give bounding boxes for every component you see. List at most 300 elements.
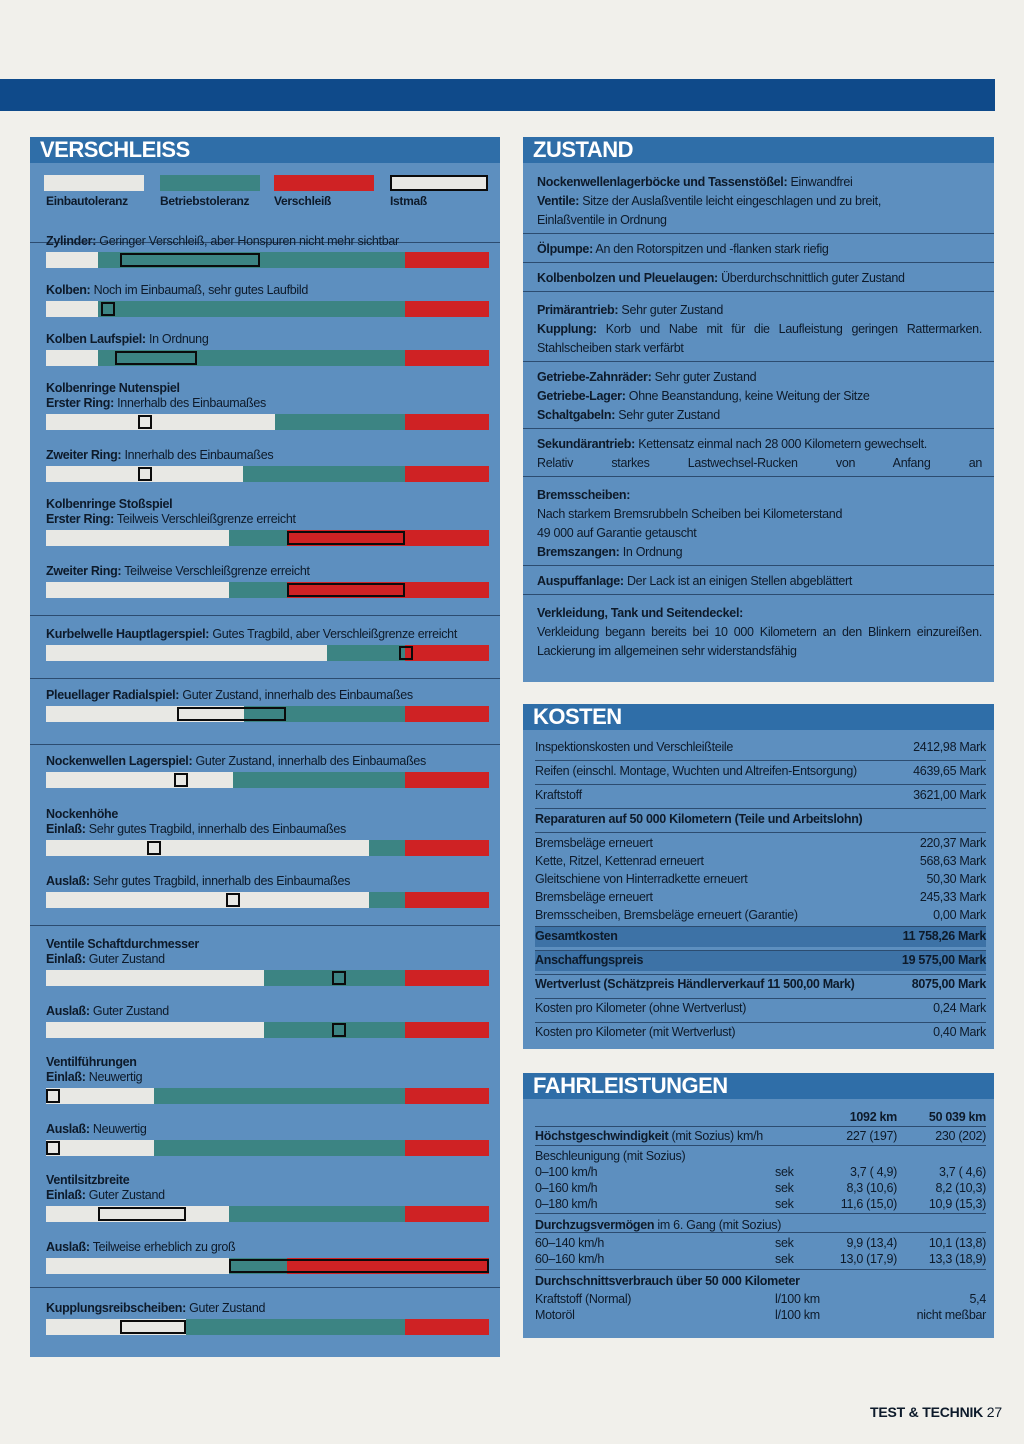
verschleiss-item-line: [46, 1070, 142, 1085]
wear-bar-einbau: [46, 645, 327, 661]
kosten-label: Kette, Ritzel, Kettenrad erneuert: [535, 854, 704, 868]
wear-bar-verschleiss: [405, 466, 489, 482]
fahr-label: [535, 1217, 781, 1233]
kosten-label: Wertverlust (Schätzpreis Händlerverkauf 11 500,00 Mark): [535, 977, 855, 991]
verschleiss-item-line: [46, 627, 457, 642]
wear-bar-istmass: [138, 415, 152, 429]
zustand-row-line: [537, 301, 982, 320]
zustand-row-text: Der Lack ist an einigen Stellen abgeblättert: [623, 574, 853, 588]
verschleiss-item-bold: Auslaß:: [46, 1122, 90, 1136]
fahr-label: [535, 1180, 597, 1196]
kosten-separator: [535, 832, 986, 833]
verschleiss-item-text: Neuwertig: [85, 1070, 143, 1084]
wear-bar-istmass: [46, 1141, 60, 1155]
zustand-separator: [523, 291, 994, 292]
fahr-label: [535, 1273, 800, 1289]
zustand-separator: [523, 361, 994, 362]
verschleiss-item-text: Neuwertig: [89, 1122, 147, 1136]
fahr-label: [535, 1307, 575, 1323]
fahr-label-text: 60–160 km/h: [535, 1252, 604, 1266]
verschleiss-item-line: [46, 448, 273, 463]
zustand-panel: [523, 137, 994, 682]
wear-bar-betrieb: [229, 530, 287, 546]
page-footer: [870, 1404, 1002, 1420]
wear-bar-einbau: [46, 350, 98, 366]
kosten-label: Kraftstoff: [535, 788, 582, 802]
wear-bar: [46, 582, 489, 598]
wear-bar: [46, 1022, 489, 1038]
verschleiss-item-text: Gutes Tragbild, aber Verschleißgrenze erreicht: [209, 627, 458, 641]
verschleiss-item-text: Innerhalb des Einbaumaßes: [113, 396, 266, 410]
zustand-row-bold: Verkleidung, Tank und Seitendeckel:: [537, 606, 743, 620]
verschleiss-item-text: [46, 688, 413, 703]
zustand-row-line: [537, 368, 982, 387]
verschleiss-item-text: [46, 807, 346, 837]
zustand-row-line: [537, 604, 982, 623]
verschleiss-item-bold: Einlaß:: [46, 1070, 86, 1084]
verschleiss-separator: [30, 678, 500, 679]
fahrleistungen-panel: [523, 1073, 994, 1338]
wear-bar-istmass: [138, 467, 152, 481]
verschleiss-item-bold: Ventilsitzbreite: [46, 1173, 130, 1187]
zustand-row-line: [537, 173, 982, 192]
zustand-row-text: 49 000 auf Garantie getauscht: [537, 526, 697, 540]
wear-bar-verschleiss: [405, 1022, 489, 1038]
verschleiss-item-bold: Einlaß:: [46, 952, 86, 966]
fahr-label: [535, 1235, 604, 1251]
verschleiss-item-line: [46, 234, 399, 249]
fahr-label-text: Motoröl: [535, 1308, 575, 1322]
verschleiss-item-bold: Zweiter Ring:: [46, 564, 122, 578]
wear-bar-betrieb: [327, 645, 405, 661]
wear-bar: [46, 301, 489, 317]
verschleiss-item-line: [46, 874, 350, 889]
verschleiss-item-bold: Kolbenringe Stoßspiel: [46, 497, 173, 511]
wear-bar-istmass: [120, 1320, 186, 1334]
wear-bar-betrieb: [154, 1088, 405, 1104]
verschleiss-item-bold: Zylinder:: [46, 234, 97, 248]
zustand-row: [523, 572, 994, 591]
kosten-separator: [535, 926, 986, 927]
wear-bar: [46, 892, 489, 908]
zustand-title: ZUSTAND: [523, 137, 994, 163]
fahr-label-bold: Durchzugsvermögen: [535, 1218, 655, 1232]
zustand-row-text: Überdurchschnittlich guter Zustand: [717, 271, 905, 285]
zustand-row-bold: Sekundärantrieb:: [537, 437, 636, 451]
kosten-value: 568,63 Mark: [919, 854, 986, 868]
verschleiss-item-line: [46, 1188, 165, 1203]
fahr-value-50039: nicht meßbar: [916, 1308, 986, 1322]
fahr-value-50039: 13,3 (18,9): [928, 1252, 986, 1266]
fahr-unit: sek: [775, 1165, 794, 1179]
fahr-separator: [535, 1126, 986, 1127]
verschleiss-item-line: [46, 1004, 169, 1019]
verschleiss-item-bold: Nockenwellen Lagerspiel:: [46, 754, 193, 768]
legend-einbau-swatch: [44, 175, 144, 191]
wear-bar-betrieb: [98, 301, 405, 317]
wear-bar-verschleiss: [405, 350, 489, 366]
verschleiss-item-text: [46, 234, 399, 249]
legend-einbau-label: Einbautoleranz: [46, 194, 128, 208]
wear-bar-verschleiss: [405, 840, 489, 856]
fahr-label-text: Kraftstoff (Normal): [535, 1292, 632, 1306]
verschleiss-item-line: [46, 512, 296, 527]
wear-bar-einbau: [46, 414, 275, 430]
kosten-value: 245,33 Mark: [919, 890, 986, 904]
kosten-value: 4639,65 Mark: [913, 764, 986, 778]
fahr-row: [535, 1291, 986, 1307]
fahr-label: [535, 1196, 597, 1212]
kosten-panel: [523, 704, 994, 1049]
fahr-label: [535, 1291, 631, 1307]
verschleiss-item-bold: Auslaß:: [46, 1240, 90, 1254]
wear-bar: [46, 414, 489, 430]
wear-bar-einbau: [46, 582, 229, 598]
zustand-row: [523, 435, 994, 473]
verschleiss-item-text: [46, 627, 457, 642]
kosten-row: [535, 929, 986, 943]
kosten-value: 0,00 Mark: [933, 908, 986, 922]
fahr-label-text: 0–180 km/h: [535, 1197, 598, 1211]
wear-bar-einbau: [46, 1258, 229, 1274]
wear-bar-verschleiss: [405, 1319, 489, 1335]
kosten-label: Bremsbeläge erneuert: [535, 890, 653, 904]
fahr-col2-header: 50 039 km: [928, 1110, 986, 1124]
verschleiss-item-bold: Erster Ring:: [46, 512, 114, 526]
fahr-row: [535, 1235, 986, 1251]
verschleiss-item-text: [46, 874, 350, 889]
fahr-value-1092: 227 (197): [846, 1129, 897, 1143]
zustand-row-line: [537, 572, 982, 591]
verschleiss-item-text: Innerhalb des Einbaumaßes: [121, 448, 274, 462]
verschleiss-item-text: [46, 1055, 142, 1085]
verschleiss-item-line: [46, 1055, 142, 1070]
wear-bar-einbau: [46, 252, 98, 268]
wear-bar: [46, 1206, 489, 1222]
wear-bar-verschleiss: [405, 970, 489, 986]
verschleiss-item-text: In Ordnung: [145, 332, 209, 346]
zustand-row-line: [537, 269, 982, 288]
zustand-row-line: [537, 543, 982, 562]
fahr-row: [535, 1217, 986, 1233]
wear-bar-istmass: [177, 707, 286, 721]
kosten-row: [535, 977, 986, 991]
kosten-row: [535, 1025, 986, 1039]
zustand-row-line: [537, 387, 982, 406]
verschleiss-item-text: Guter Zustand, innerhalb des Einbaumaßes: [192, 754, 427, 768]
verschleiss-item-text: Sehr gutes Tragbild, innerhalb des Einbaumaßes: [89, 874, 351, 888]
verschleiss-item-line: [46, 381, 266, 396]
wear-bar-einbau: [46, 840, 369, 856]
wear-bar-betrieb: [369, 892, 405, 908]
wear-bar: [46, 1258, 489, 1274]
fahr-header: [535, 1109, 986, 1125]
verschleiss-item-line: [46, 1240, 235, 1255]
fahr-value-1092: 11,6 (15,0): [840, 1197, 897, 1211]
verschleiss-item-bold: Auslaß:: [46, 874, 90, 888]
legend: [30, 163, 500, 243]
zustand-row-line: [537, 240, 982, 259]
wear-bar-einbau: [46, 1022, 264, 1038]
fahr-label: [535, 1164, 597, 1180]
fahr-value-50039: 10,1 (13,8): [928, 1236, 986, 1250]
verschleiss-item-bold: Kolbenringe Nutenspiel: [46, 381, 180, 395]
kosten-separator: [535, 998, 986, 999]
kosten-row: [535, 854, 986, 868]
fahr-value-1092: 13,0 (17,9): [839, 1252, 897, 1266]
page-number: 27: [986, 1404, 1002, 1420]
zustand-row: [523, 368, 994, 425]
kosten-label: Gleitschiene von Hinterradkette erneuert: [535, 872, 748, 886]
kosten-label: Bremsscheiben, Bremsbeläge erneuert (Garantie): [535, 908, 798, 922]
zustand-row: [523, 240, 994, 259]
wear-bar: [46, 706, 489, 722]
zustand-row-text: Korb und Nabe mit für die Laufleistung geringen Rattermarken.: [596, 322, 982, 336]
verschleiss-separator: [30, 615, 500, 616]
fahr-row: [535, 1180, 986, 1196]
wear-bar-betrieb: [229, 1206, 405, 1222]
zustand-row-text: Einwandfrei: [787, 175, 853, 189]
verschleiss-item-text: [46, 1173, 165, 1203]
kosten-value: 3621,00 Mark: [913, 788, 986, 802]
fahr-row: [535, 1164, 986, 1180]
fahr-row: [535, 1251, 986, 1267]
verschleiss-item-line: [46, 1122, 147, 1137]
fahr-value-1092: 3,7 ( 4,9): [849, 1165, 897, 1179]
verschleiss-item-text: [46, 1004, 169, 1019]
verschleiss-item-text: Teilweise Verschleißgrenze erreicht: [121, 564, 310, 578]
kosten-row: [535, 764, 986, 778]
fahr-separator: [535, 1269, 986, 1270]
legend-istmass-label: Istmaß: [390, 194, 427, 208]
zustand-row-text: Ohne Beanstandung, keine Weitung der Sitze: [625, 389, 870, 403]
legend-istmass-swatch: [390, 175, 488, 191]
wear-bar-istmass: [399, 646, 413, 660]
wear-bar: [46, 645, 489, 661]
zustand-row-bold: Primärantrieb:: [537, 303, 619, 317]
footer-label: TEST & TECHNIK: [870, 1404, 984, 1420]
zustand-row-text: Sehr guter Zustand: [618, 303, 724, 317]
kosten-label: Bremsbeläge erneuert: [535, 836, 653, 850]
kosten-value: 220,37 Mark: [919, 836, 986, 850]
kosten-label: Kosten pro Kilometer (ohne Wertverlust): [535, 1001, 747, 1015]
verschleiss-item-bold: Kolben Laufspiel:: [46, 332, 146, 346]
zustand-row-text: Verkleidung begann bereits bei 10 000 Kilometern an den Blinkern einzureißen.: [537, 625, 982, 639]
verschleiss-item-line: [46, 564, 310, 579]
legend-verschleiss-swatch: [274, 175, 374, 191]
kosten-value: 2412,98 Mark: [913, 740, 986, 754]
zustand-row-line: [537, 192, 982, 211]
zustand-separator: [523, 262, 994, 263]
zustand-row-text: Sehr guter Zustand: [615, 408, 720, 422]
verschleiss-item-line: [46, 807, 346, 822]
kosten-separator: [535, 808, 986, 809]
header-band: [0, 79, 995, 111]
fahr-label-text: 0–160 km/h: [535, 1181, 598, 1195]
wear-bar: [46, 530, 489, 546]
zustand-row-line: [537, 524, 982, 543]
wear-bar-istmass: [147, 841, 161, 855]
fahr-label-text: Beschleunigung (mit Sozius): [535, 1149, 686, 1163]
fahr-label: [535, 1148, 685, 1164]
zustand-row: [523, 269, 994, 288]
zustand-row: [523, 486, 994, 562]
verschleiss-item-bold: Ventile Schaftdurchmesser: [46, 937, 199, 951]
zustand-row-bold: Bremsscheiben:: [537, 488, 631, 502]
verschleiss-item-text: Guter Zustand: [85, 952, 165, 966]
wear-bar: [46, 252, 489, 268]
zustand-row-bold: Kolbenbolzen und Pleuelaugen:: [537, 271, 718, 285]
wear-bar-istmass: [115, 351, 197, 365]
legend-betrieb-label: Betriebstoleranz: [160, 194, 250, 208]
kosten-label: Gesamtkosten: [535, 929, 618, 943]
wear-bar-verschleiss: [405, 706, 489, 722]
kosten-separator: [535, 950, 986, 951]
kosten-row: [535, 908, 986, 922]
verschleiss-item-bold: Zweiter Ring:: [46, 448, 122, 462]
wear-bar-istmass: [226, 893, 240, 907]
kosten-value: 19 575,00 Mark: [901, 953, 986, 967]
wear-bar: [46, 1319, 489, 1335]
fahrleistungen-title: FAHRLEISTUNGEN: [523, 1073, 994, 1099]
wear-bar-istmass: [101, 302, 115, 316]
verschleiss-item-line: [46, 1301, 265, 1316]
verschleiss-item-text: [46, 448, 273, 463]
wear-bar-verschleiss: [405, 1088, 489, 1104]
legend-verschleiss-label: Verschleiß: [274, 194, 332, 208]
fahr-unit: sek: [775, 1197, 794, 1211]
verschleiss-item-text: [46, 754, 426, 769]
verschleiss-item-text: [46, 1301, 265, 1316]
wear-bar-verschleiss: [405, 772, 489, 788]
verschleiss-item-bold: Kupplungsreibscheiben:: [46, 1301, 186, 1315]
kosten-row: [535, 836, 986, 850]
verschleiss-separator: [30, 744, 500, 745]
wear-bar-einbau: [46, 1140, 154, 1156]
fahr-unit: l/100 km: [775, 1292, 820, 1306]
wear-bar-verschleiss: [405, 892, 489, 908]
zustand-row-bold: Schaltgabeln:: [537, 408, 616, 422]
zustand-row-line: [537, 435, 982, 454]
verschleiss-item-line: [46, 283, 308, 298]
zustand-row-line: [537, 320, 982, 339]
fahr-label-text: (mit Sozius) km/h: [668, 1129, 763, 1143]
zustand-row-line: [537, 505, 982, 524]
fahr-row: [535, 1307, 986, 1323]
zustand-row: [523, 604, 994, 661]
zustand-row-line: [537, 486, 982, 505]
wear-bar-verschleiss: [405, 645, 489, 661]
wear-bar-betrieb: [243, 466, 405, 482]
verschleiss-item-line: [46, 952, 199, 967]
verschleiss-item-line: [46, 396, 266, 411]
kosten-row: [535, 740, 986, 754]
kosten-value: 50,30 Mark: [926, 872, 986, 886]
verschleiss-item-text: Sehr gutes Tragbild, innerhalb des Einbaumaßes: [85, 822, 346, 836]
fahr-row: [535, 1196, 986, 1212]
wear-bar-istmass: [229, 1259, 489, 1273]
verschleiss-item-bold: Einlaß:: [46, 1188, 86, 1202]
fahr-value-50039: 8,2 (10,3): [935, 1181, 986, 1195]
verschleiss-item-text: Guter Zustand, innerhalb des Einbaumaßes: [179, 688, 413, 702]
verschleiss-item-text: [46, 1240, 235, 1255]
fahr-value-50039: 5,4: [969, 1292, 986, 1306]
verschleiss-item-text: Teilweis Verschleißgrenze erreicht: [113, 512, 296, 526]
zustand-row: [523, 301, 994, 358]
fahr-unit: l/100 km: [775, 1308, 820, 1322]
verschleiss-separator: [30, 925, 500, 926]
zustand-row-line: [537, 454, 982, 473]
fahr-label: [535, 1251, 604, 1267]
verschleiss-item-text: [46, 283, 308, 298]
kosten-row: [535, 890, 986, 904]
zustand-row-bold: Getriebe-Lager:: [537, 389, 626, 403]
fahr-row: [535, 1128, 986, 1144]
verschleiss-item-line: [46, 688, 413, 703]
fahr-unit: sek: [775, 1181, 794, 1195]
verschleiss-item-line: [46, 497, 296, 512]
wear-bar-istmass: [46, 1089, 60, 1103]
wear-bar: [46, 970, 489, 986]
verschleiss-item-bold: Nockenhöhe: [46, 807, 119, 821]
fahr-separator: [535, 1232, 986, 1233]
kosten-label: Reparaturen auf 50 000 Kilometern (Teile und Arbeitslohn): [535, 812, 863, 826]
zustand-row-text: Einlaßventile in Ordnung: [537, 213, 667, 227]
verschleiss-item-text: [46, 332, 208, 347]
kosten-separator: [535, 974, 986, 975]
zustand-row-bold: Ölpumpe:: [537, 242, 593, 256]
zustand-row-text: An den Rotorspitzen und -flanken stark riefig: [592, 242, 829, 256]
wear-bar: [46, 350, 489, 366]
verschleiss-item-line: [46, 332, 208, 347]
wear-bar-istmass: [120, 253, 260, 267]
wear-bar-istmass: [98, 1207, 186, 1221]
kosten-label: Anschaffungspreis: [535, 953, 644, 967]
fahr-label-bold: Durchschnittsverbrauch über 50 000 Kilometer: [535, 1274, 800, 1288]
verschleiss-item-text: Guter Zustand: [185, 1301, 266, 1315]
wear-bar: [46, 1140, 489, 1156]
kosten-row: [535, 788, 986, 802]
kosten-title: KOSTEN: [523, 704, 994, 730]
wear-bar-einbau: [46, 301, 98, 317]
kosten-separator: [535, 1022, 986, 1023]
kosten-value: 8075,00 Mark: [911, 977, 986, 991]
kosten-value: 0,24 Mark: [933, 1001, 986, 1015]
zustand-row-text: Kettensatz einmal nach 28 000 Kilometern gewechselt.: [635, 437, 927, 451]
verschleiss-separator: [30, 1287, 500, 1288]
wear-bar-istmass: [287, 531, 405, 545]
zustand-row-text: Nach starkem Bremsrubbeln Scheiben bei Kilometerstand: [537, 507, 843, 521]
fahr-value-1092: 9,9 (13,4): [846, 1236, 897, 1250]
wear-bar-betrieb: [229, 582, 287, 598]
verschleiss-item-text: [46, 564, 310, 579]
wear-bar-verschleiss: [405, 301, 489, 317]
wear-bar-verschleiss: [405, 1140, 489, 1156]
fahr-label-text: 60–140 km/h: [535, 1236, 604, 1250]
zustand-row-line: [537, 339, 982, 358]
wear-bar-betrieb: [233, 772, 405, 788]
zustand-row-line: [537, 211, 982, 230]
kosten-label: Inspektionskosten und Verschleißteile: [535, 740, 734, 754]
wear-bar: [46, 466, 489, 482]
wear-bar-einbau: [46, 892, 369, 908]
kosten-value: 0,40 Mark: [933, 1025, 986, 1039]
wear-bar-verschleiss: [405, 414, 489, 430]
wear-bar-betrieb: [369, 840, 405, 856]
zustand-row-text: Stahlscheiben stark verfärbt: [537, 341, 684, 355]
zustand-row-text: Sehr guter Zustand: [651, 370, 757, 384]
fahr-value-50039: 10,9 (15,3): [928, 1197, 986, 1211]
